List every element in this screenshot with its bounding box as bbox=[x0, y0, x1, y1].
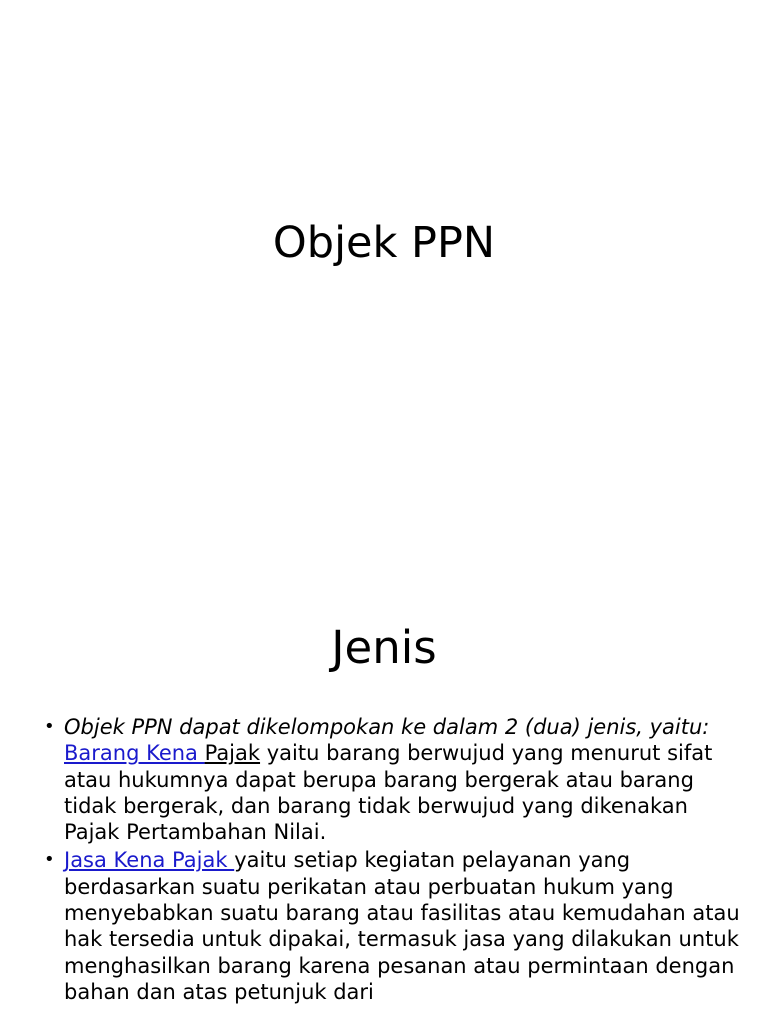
list-item bbox=[40, 714, 740, 845]
bullet-list bbox=[40, 714, 740, 1007]
item-body: yaitu barang berwujud yang menurut sifat atau hukumnya dapat berupa barang bergerak atau barang tidak bergerak, dan barang tidak berwujud yang dikenakan Pajak Pertambahan Nilai. bbox=[64, 741, 713, 845]
bullet-icon: • bbox=[44, 716, 55, 737]
bullet-icon: • bbox=[44, 849, 55, 871]
slide-jenis bbox=[0, 576, 768, 1024]
barang-kena-pajak-link[interactable]: Barang Kena bbox=[64, 741, 205, 766]
jasa-kena-pajak-link[interactable]: Jasa Kena Pajak bbox=[64, 848, 235, 873]
item-body: yaitu setiap kegiatan pelayanan yang berdasarkan suatu perikatan atau perbuatan hukum yang menyebabkan suatu barang atau fasilitas atau kemudahan atau hak tersedia untuk dipakai, termasuk jasa yang dilakukan untuk menghasilkan barang karena pesanan atau permintaan dengan bahan dan atas petunjuk dari bbox=[64, 848, 740, 1004]
item-intro: Objek PPN dapat dikelompokan ke dalam 2 (dua) jenis, yaitu: bbox=[64, 715, 710, 739]
slide-title: Jenis bbox=[331, 621, 437, 674]
list-item bbox=[40, 847, 740, 1005]
pajak-underlined-text: Pajak bbox=[204, 741, 261, 766]
slide-title: Objek PPN bbox=[272, 218, 496, 268]
